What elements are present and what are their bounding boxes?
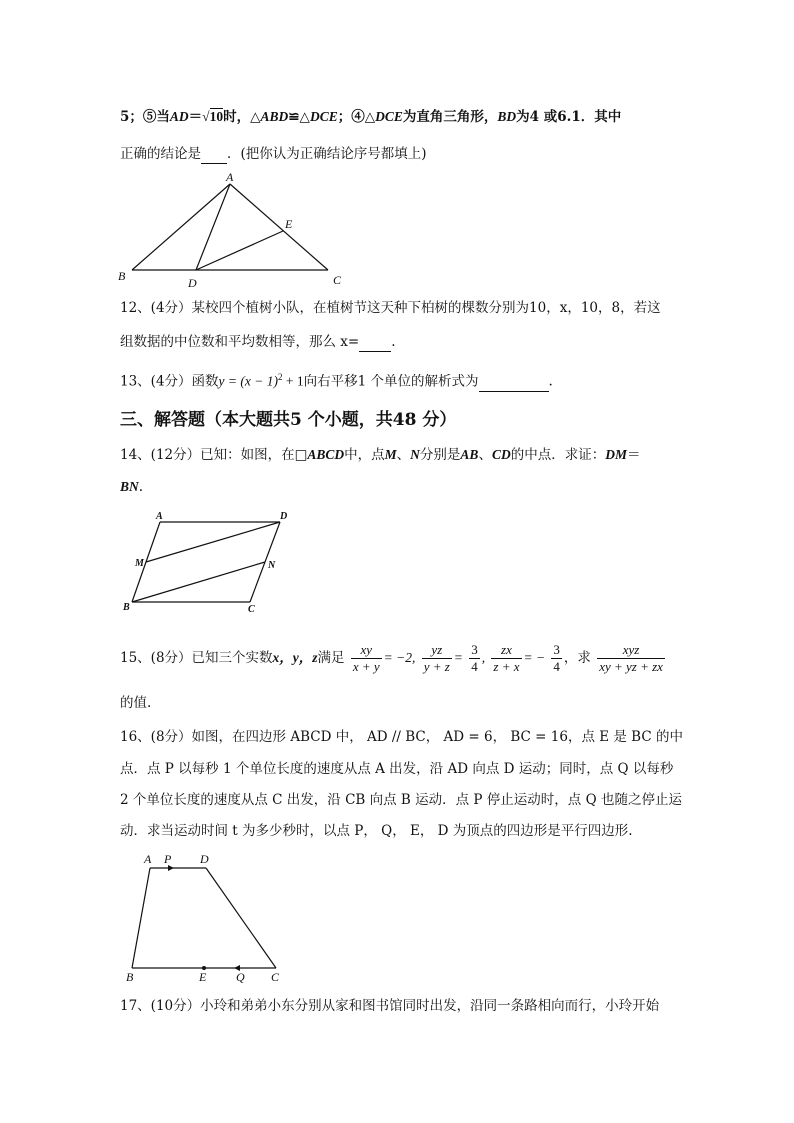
triangle-figure xyxy=(110,168,360,290)
label-d: D xyxy=(280,511,288,522)
q15-line1: 15、(8分）已知三个实数x，y，z满足 $\frac{xy}{x + y}$ = −2, $\frac{yz}{y + z}$ = $\frac{3}{4}$ , $\frac{zx}{z + x}$ = − $\frac{3}{4}$ ，求 $\frac{\text{xyz}}{xy + yz + zx}$ xyxy=(120,642,663,674)
q11-line1: 5；⑤当AD＝√10时，△ABD≌△DCE；④△DCE为直角三角形，BD为4 或6.1．其中 xyxy=(120,109,622,125)
answer-blank[interactable] xyxy=(201,143,227,164)
label-b: B xyxy=(118,269,126,283)
label-m: M xyxy=(135,558,144,569)
q16-line2: 点．点 P 以每秒 1 个单位长度的速度从点 A 出发，沿 AD 向点 D 运动；同时，点 Q 以每秒 xyxy=(120,761,674,777)
label-p: P xyxy=(164,852,172,866)
q12-line2: 组数据的中位数和平均数相等，那么 x= . xyxy=(120,331,396,352)
math-ad: AD xyxy=(169,109,189,124)
label-a: A xyxy=(156,511,163,522)
q13-line: 13、(4分）函数$y = (x - 1)^2 + 1$向右平移1 个单位的解析式为 . xyxy=(120,372,553,390)
q11-line2: 正确的结论是 ．(把你认为正确结论序号都填上) xyxy=(120,143,427,164)
label-c: C xyxy=(333,273,342,287)
edge-ac xyxy=(230,184,328,270)
edge-ab xyxy=(132,868,150,968)
sqrt-radicand: 10 xyxy=(209,109,224,124)
fraction-xy: $\frac{xy}{x + y}$ xyxy=(352,642,380,674)
answer-blank[interactable] xyxy=(359,331,391,352)
function-expression: y = (x − 1) xyxy=(218,373,278,389)
edge-dc xyxy=(206,868,276,968)
sqrt-symbol: √ xyxy=(202,109,210,124)
label-n: N xyxy=(268,560,276,571)
q14-line2: BN. xyxy=(120,479,144,495)
parallelogram-figure xyxy=(118,508,298,614)
label-c: C xyxy=(248,604,255,614)
label-a: A xyxy=(226,170,234,184)
fraction-neg-three-quarters: $\frac{3}{4}$ xyxy=(553,642,560,674)
fraction-yz: $\frac{yz}{y + z}$ xyxy=(423,642,450,674)
label-e: E xyxy=(285,217,293,231)
trapezoid-figure xyxy=(118,848,298,988)
fraction-zx: $\frac{zx}{z + x}$ xyxy=(493,642,520,674)
q16-line1: 16、(8分）如图，在四边形 ABCD 中， AD // BC， AD = 6， BC = 16，点 E 是 BC 的中 xyxy=(120,729,683,745)
label-q: Q xyxy=(236,970,245,984)
q16-line4: 动．求当运动时间 t 为多少秒时，以点 P， Q， E， D 为顶点的四边形是平行四边形. xyxy=(120,823,633,839)
q15-line2: 的值. xyxy=(120,695,152,711)
edge-dm xyxy=(146,522,280,562)
q16-line3: 2 个单位长度的速度从点 C 出发，沿 CB 向点 B 运动．点 P 停止运动时，点 Q 也随之停止运 xyxy=(120,792,682,808)
fraction-three-quarters: $\frac{3}{4}$ xyxy=(471,642,478,674)
label-e: E xyxy=(199,970,207,984)
label-a: A xyxy=(144,852,152,866)
label-c: C xyxy=(271,970,280,984)
label-b: B xyxy=(123,602,130,613)
label-d: D xyxy=(200,852,209,866)
label-d: D xyxy=(188,276,197,290)
edge-ab xyxy=(132,184,230,270)
edge-bn xyxy=(132,562,265,602)
section-heading: 三、解答题（本大题共5 个小题，共48 分） xyxy=(120,410,457,430)
q14-line1: 14、(12分）已知：如图，在□ABCD中，点M、N分别是AB、CD的中点．求证：DM＝ xyxy=(120,447,641,463)
answer-blank[interactable] xyxy=(479,371,549,392)
fraction-target: $\frac{\text{xyz}}{xy + yz + zx}$ xyxy=(599,642,663,674)
q17-line1: 17、(10分）小玲和弟弟小东分别从家和图书馆同时出发，沿同一条路相向而行，小玲开始 xyxy=(120,998,660,1014)
q12-line1: 12、(4分）某校四个植树小队，在植树节这天种下柏树的棵数分别为10，x，10，8，若这 xyxy=(120,300,661,316)
label-b: B xyxy=(126,970,134,984)
